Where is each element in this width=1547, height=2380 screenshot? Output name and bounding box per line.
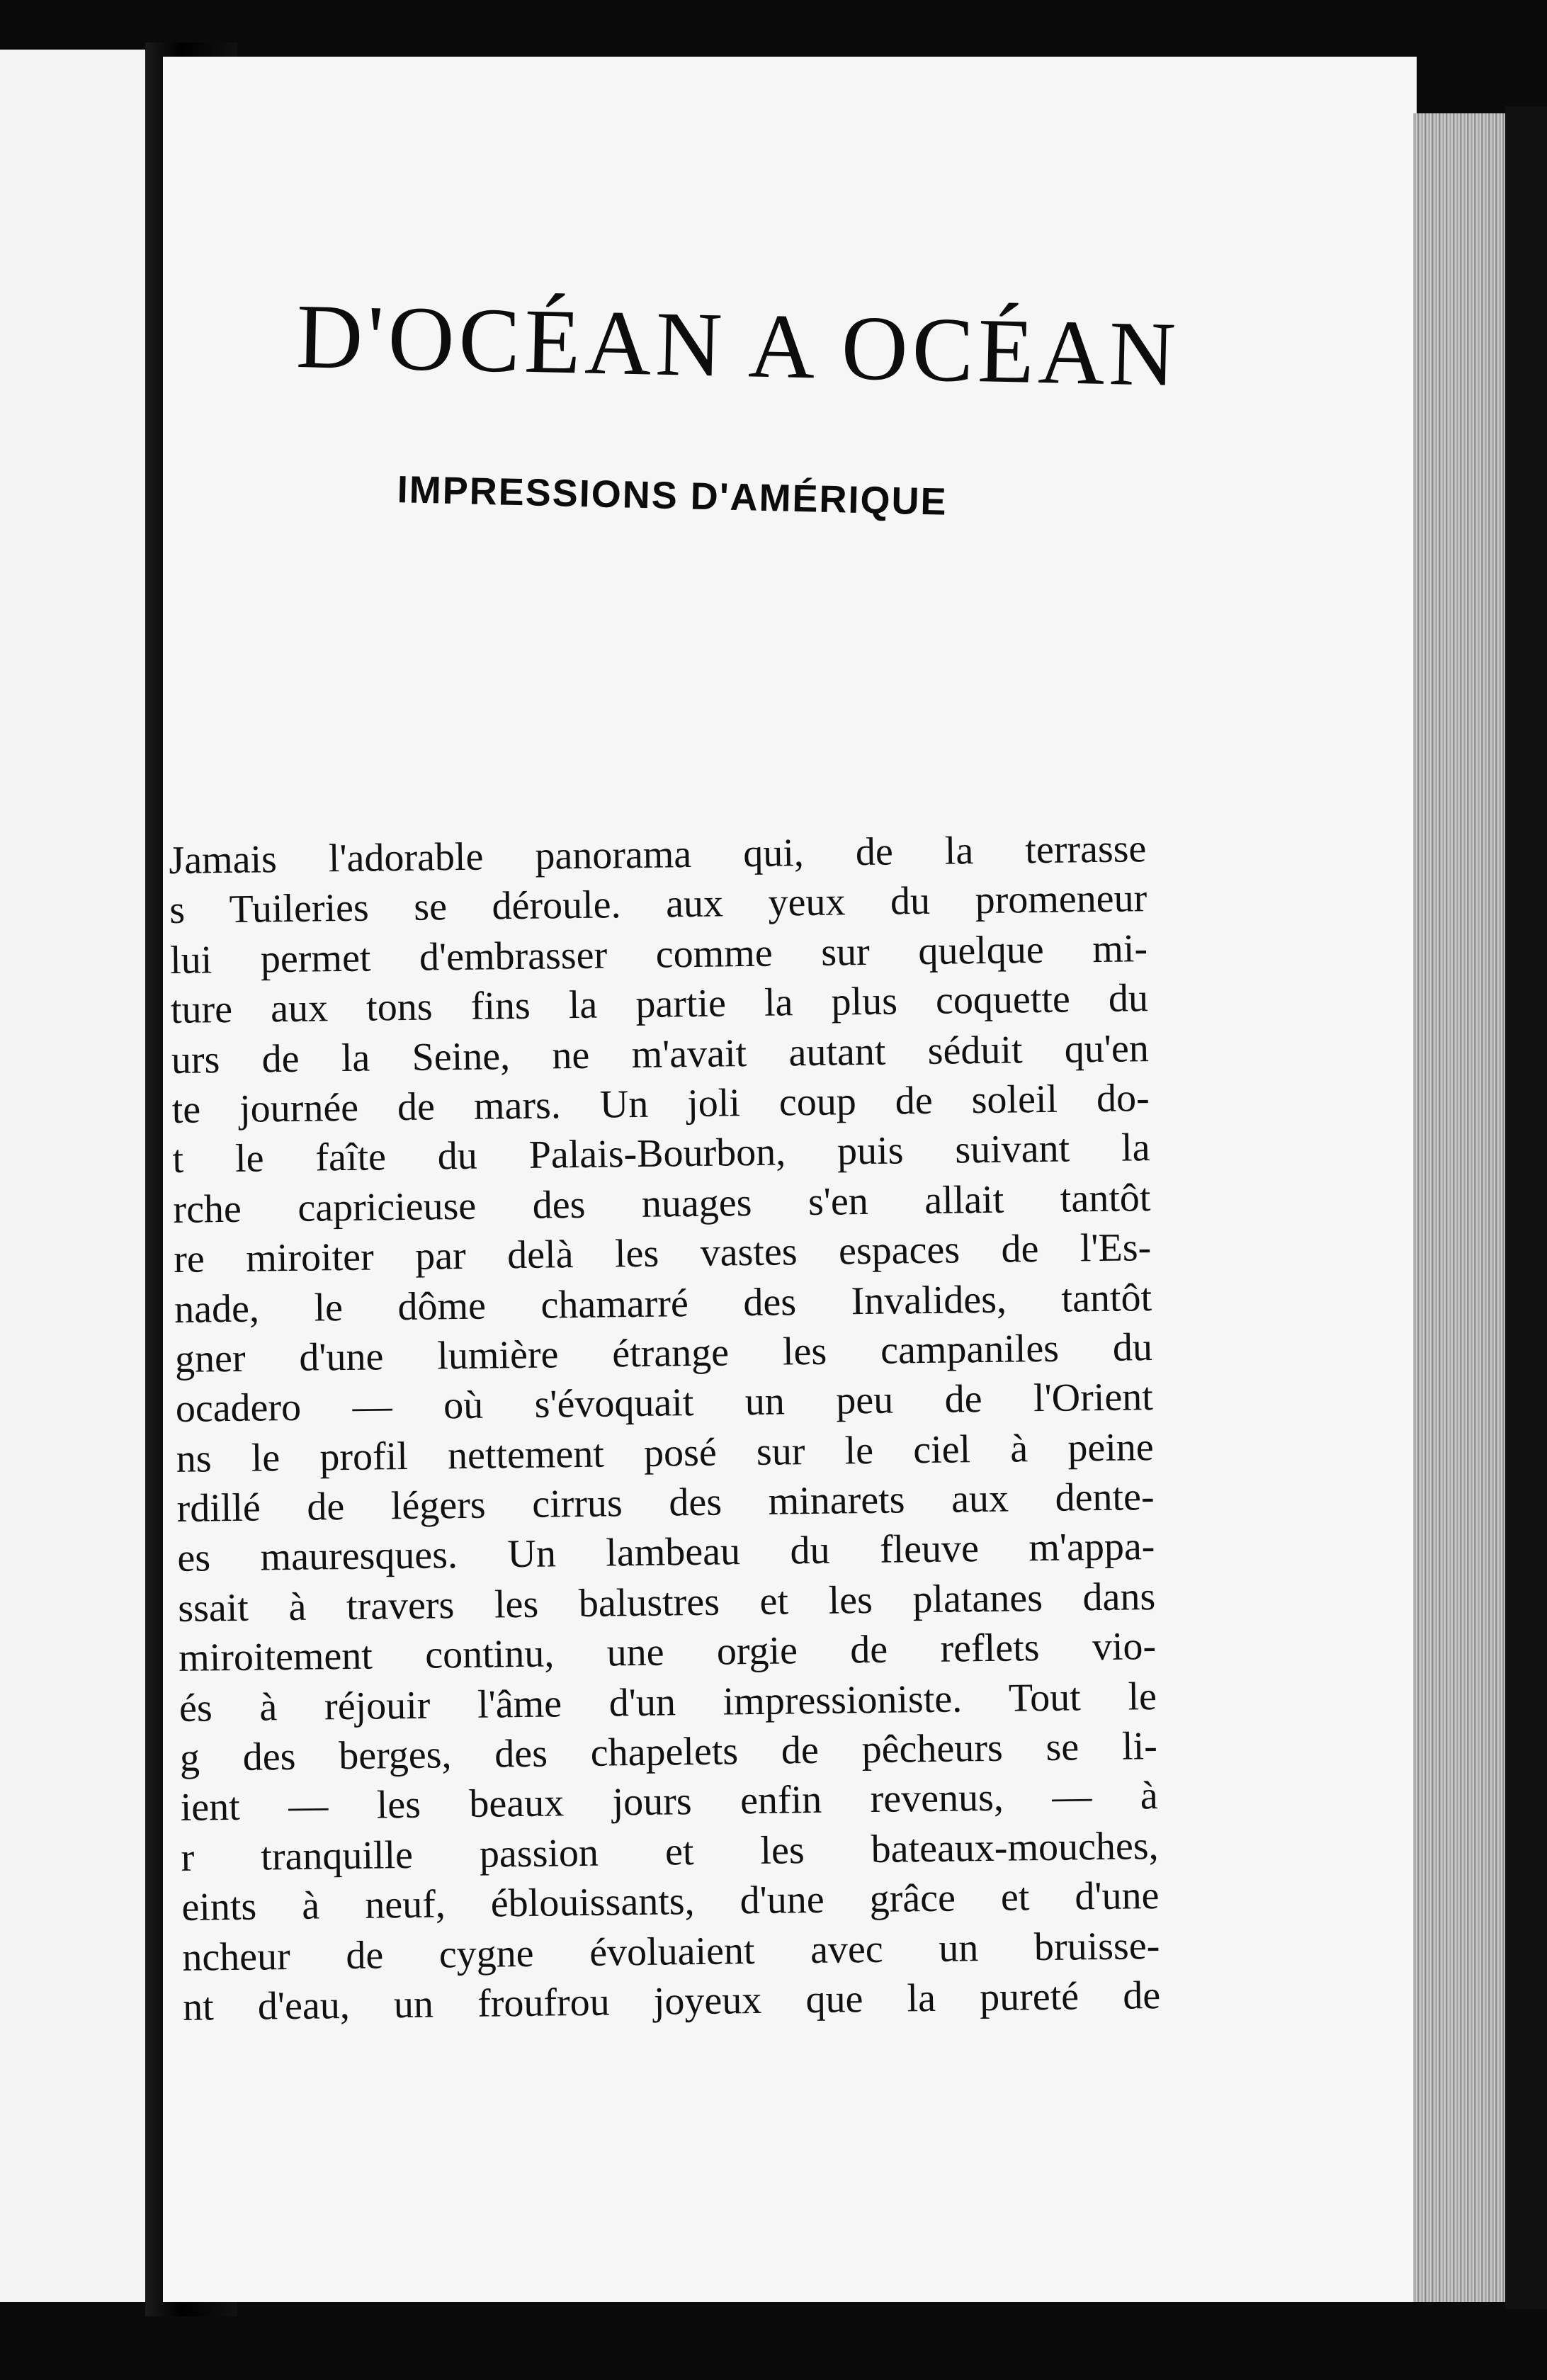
text-line: re miroiter par delà les vastes espaces de l'Es- [173,1225,1152,1282]
text-line: es mauresques. Un lambeau du fleuve m'appa- [177,1524,1155,1581]
facing-page-edge [0,50,145,2302]
text-line: nade, le dôme chamarré des Invalides, tantôt [174,1275,1152,1332]
text-line: rdillé de légers cirrus des minarets aux dente- [176,1475,1155,1531]
text-line: s Tuileries se déroule. aux yeux du promeneur [169,876,1148,933]
text-line: ient — les beaux jours enfin revenus, — à [180,1774,1159,1830]
text-line: miroitement continu, une orgie de reflets vio- [178,1624,1157,1681]
text-line: t le faîte du Palais-Bourbon, puis suivant la [172,1126,1150,1182]
text-line: eints à neuf, éblouissants, d'une grâce et d'une [181,1874,1160,1930]
page-title: D'OCÉAN A OCÉAN [295,285,1182,407]
text-line: gner d'une lumière étrange les campaniles du [174,1325,1153,1381]
text-line: r tranquille passion et les bateaux-mouches, [181,1823,1159,1880]
text-line: ncheur de cygne évoluaient avec un bruisse- [181,1923,1160,1980]
page-subtitle: IMPRESSIONS D'AMÉRIQUE [397,468,948,523]
edge-shadow [1505,106,1547,2309]
text-line: ture aux tons fins la partie la plus coquette du [170,976,1149,1033]
text-line: nt d'eau, un froufrou joyeux que la pureté de [182,1973,1161,2029]
text-line: ocadero — où s'évoquait un peu de l'Orient [175,1375,1154,1432]
text-line: te journée de mars. Un joli coup de soleil do- [171,1076,1150,1132]
body-paragraph [169,824,1161,2032]
text-line: és à réjouir l'âme d'un impressioniste. Tout le [178,1674,1157,1730]
text-line: rche capricieuse des nuages s'en allait tantôt [173,1175,1151,1232]
text-line: ns le profil nettement posé sur le ciel à peine [176,1424,1155,1481]
text-line: ssait à travers les balustres et les platanes dans [177,1574,1156,1631]
text-line: lui permet d'embrasser comme sur quelque mi- [169,926,1148,982]
text-line: g des berges, des chapelets de pêcheurs se li- [179,1724,1158,1780]
text-line: urs de la Seine, ne m'avait autant séduit qu'en [171,1026,1150,1082]
page-stack-edge [1413,113,1505,2302]
text-line: Jamais l'adorable panorama qui, de la terrasse [169,827,1147,883]
